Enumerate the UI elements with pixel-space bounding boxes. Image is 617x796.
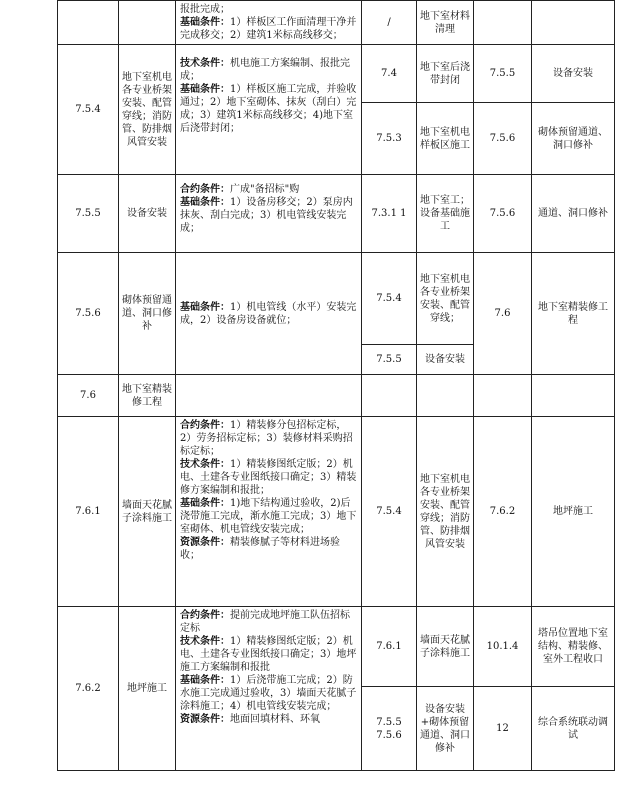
- condition-text: 1）机电管线（水平）安装完成，2）设备房设备就位；: [180, 301, 357, 326]
- condition-label: 合约条件：: [180, 610, 230, 621]
- conditions-cell: [176, 253, 362, 375]
- condition-label: 资源条件：: [180, 537, 230, 548]
- prereq-id: 7.5.4: [362, 253, 417, 345]
- next-id: [474, 1, 532, 45]
- row-id: 7.5.5: [58, 175, 119, 253]
- prereq-name: 地下室机电各专业桥架安装、配管穿线；消防管、防排烟风管安装: [417, 417, 474, 607]
- condition-text: 1）设备房移交；2）泵房内抹灰、刮白完成；3）机电管线安装完成；: [180, 197, 353, 234]
- prereq-id: 7.5.5 7.5.6: [362, 687, 417, 771]
- next-id: 10.1.4: [474, 607, 532, 687]
- next-id: 7.5.6: [474, 103, 532, 175]
- condition-text: 提前完成地坪施工队伍招标定标: [180, 610, 350, 634]
- condition-text: 广成"备招标"购: [230, 184, 300, 195]
- condition-text: 1)地下结构通过验收，2)后浇带施工完成，渐水施工完成；3）地下室砌体、机电管线安装完成；: [180, 498, 357, 535]
- next-name: 综合系统联动调试: [532, 687, 615, 771]
- row-name: [119, 1, 176, 45]
- condition-text: 1）样板区工作面清理干净并完成移交；2）建筑1米标高线移交；: [180, 17, 357, 41]
- next-id: 12: [474, 687, 532, 771]
- next-name: 设备安装: [532, 45, 615, 103]
- next-id: 7.5.5: [474, 45, 532, 103]
- condition-text: 1）精装修分包招标定标，2）劳务招标定标；3）装修材料采购招标定标；: [180, 420, 353, 457]
- condition-label: 基础条件：: [180, 675, 230, 686]
- condition-text: 1）样板区施工完成，并验收通过；2）地下室砌体、抹灰（刮白）完成；3）建筑1米标高线移交；4)地下室后浇带封闭；: [180, 84, 357, 134]
- condition-label: 合约条件：: [180, 184, 230, 195]
- row-name: 墙面天花腻子涂料施工: [119, 417, 176, 607]
- row-name: 砌体预留通道、洞口修补: [119, 253, 176, 375]
- row-name: 地坪施工: [119, 607, 176, 771]
- next-id: 7.5.6: [474, 175, 532, 253]
- condition-label: 基础条件：: [180, 197, 230, 208]
- conditions-cell: [176, 607, 362, 771]
- prereq-id: 7.5.3: [362, 103, 417, 175]
- prereq-id: /: [362, 1, 417, 45]
- row-name: 地下室精装修工程: [119, 375, 176, 417]
- next-name: 地坪施工: [532, 417, 615, 607]
- prereq-name: 地下室工；设备基础施工: [417, 175, 474, 253]
- conditions-cell: [176, 1, 362, 45]
- condition-text: 1）后浇带施工完成；2）防水施工完成通过验收，3）墙面天花腻子涂料施工；4）机电管线安装完成；: [180, 675, 357, 712]
- row-id: 7.6.2: [58, 607, 119, 771]
- prereq-id: 7.5.4: [362, 417, 417, 607]
- condition-label: 技术条件：: [180, 636, 230, 647]
- next-name: [532, 1, 615, 45]
- condition-label: 技术条件：: [180, 58, 230, 69]
- next-name: 地下室精装修工程: [532, 253, 615, 375]
- next-name: 通道、洞口修补: [532, 175, 615, 253]
- condition-label: 基础条件：: [180, 498, 230, 509]
- condition-label: 基础条件：: [180, 84, 230, 95]
- row-name: 地下室机电各专业桥架安装、配管穿线；消防管、防排烟风管安装: [119, 45, 176, 175]
- condition-label: 基础条件：: [180, 17, 230, 28]
- next-id: 7.6.2: [474, 417, 532, 607]
- conditions-cell: [176, 45, 362, 175]
- row-name: 设备安装: [119, 175, 176, 253]
- row-id: [58, 1, 119, 45]
- prereq-id: 7.3.1 1: [362, 175, 417, 253]
- condition-label: 资源条件：: [180, 714, 230, 725]
- prereq-id: 7.6.1: [362, 607, 417, 687]
- prereq-name: 设备安装+砌体预留通道、洞口修补: [417, 687, 474, 771]
- row-id: 7.5.6: [58, 253, 119, 375]
- conditions-cell: [176, 417, 362, 607]
- condition-text: 1）精装修图纸定版；2）机电、土建各专业图纸接口确定；3）地坪施工方案编制和报批: [180, 636, 357, 673]
- prereq-id: 7.4: [362, 45, 417, 103]
- next-name: 塔吊位置地下室结构、精装修、室外工程收口: [532, 607, 615, 687]
- prereq-name: 地下室机电各专业桥架安装、配管穿线；: [417, 253, 474, 345]
- condition-text: 地面回填材料、环氧: [230, 714, 320, 725]
- condition-label: 技术条件：: [180, 459, 230, 470]
- prereq-name: 设备安装: [417, 345, 474, 375]
- condition-text: 精装修腻子等材料进场验收；: [180, 537, 340, 561]
- next-name: 砌体预留通道、洞口修补: [532, 103, 615, 175]
- prereq-id: 7.5.5: [362, 345, 417, 375]
- prereq-name: 地下室机电样板区施工: [417, 103, 474, 175]
- condition-text: 1）精装修图纸定版；2）机电、土建各专业图纸接口确定；3）精装修方案编制和报批；: [180, 459, 357, 496]
- condition-text: 机电施工方案编制、报批完成；: [180, 58, 350, 82]
- next-id: 7.6: [474, 253, 532, 375]
- prereq-name: 地下室后浇带封闭: [417, 45, 474, 103]
- row-id: 7.5.4: [58, 45, 119, 175]
- schedule-table: [57, 0, 615, 771]
- row-id: 7.6.1: [58, 417, 119, 607]
- prereq-name: 地下室材料清理: [417, 1, 474, 45]
- condition-text: 报批完成；: [180, 4, 230, 15]
- condition-label: 基础条件：: [180, 301, 230, 313]
- row-id: 7.6: [58, 375, 119, 417]
- condition-label: 合约条件：: [180, 420, 230, 431]
- prereq-name: 墙面天花腻子涂料施工: [417, 607, 474, 687]
- conditions-cell: [176, 175, 362, 253]
